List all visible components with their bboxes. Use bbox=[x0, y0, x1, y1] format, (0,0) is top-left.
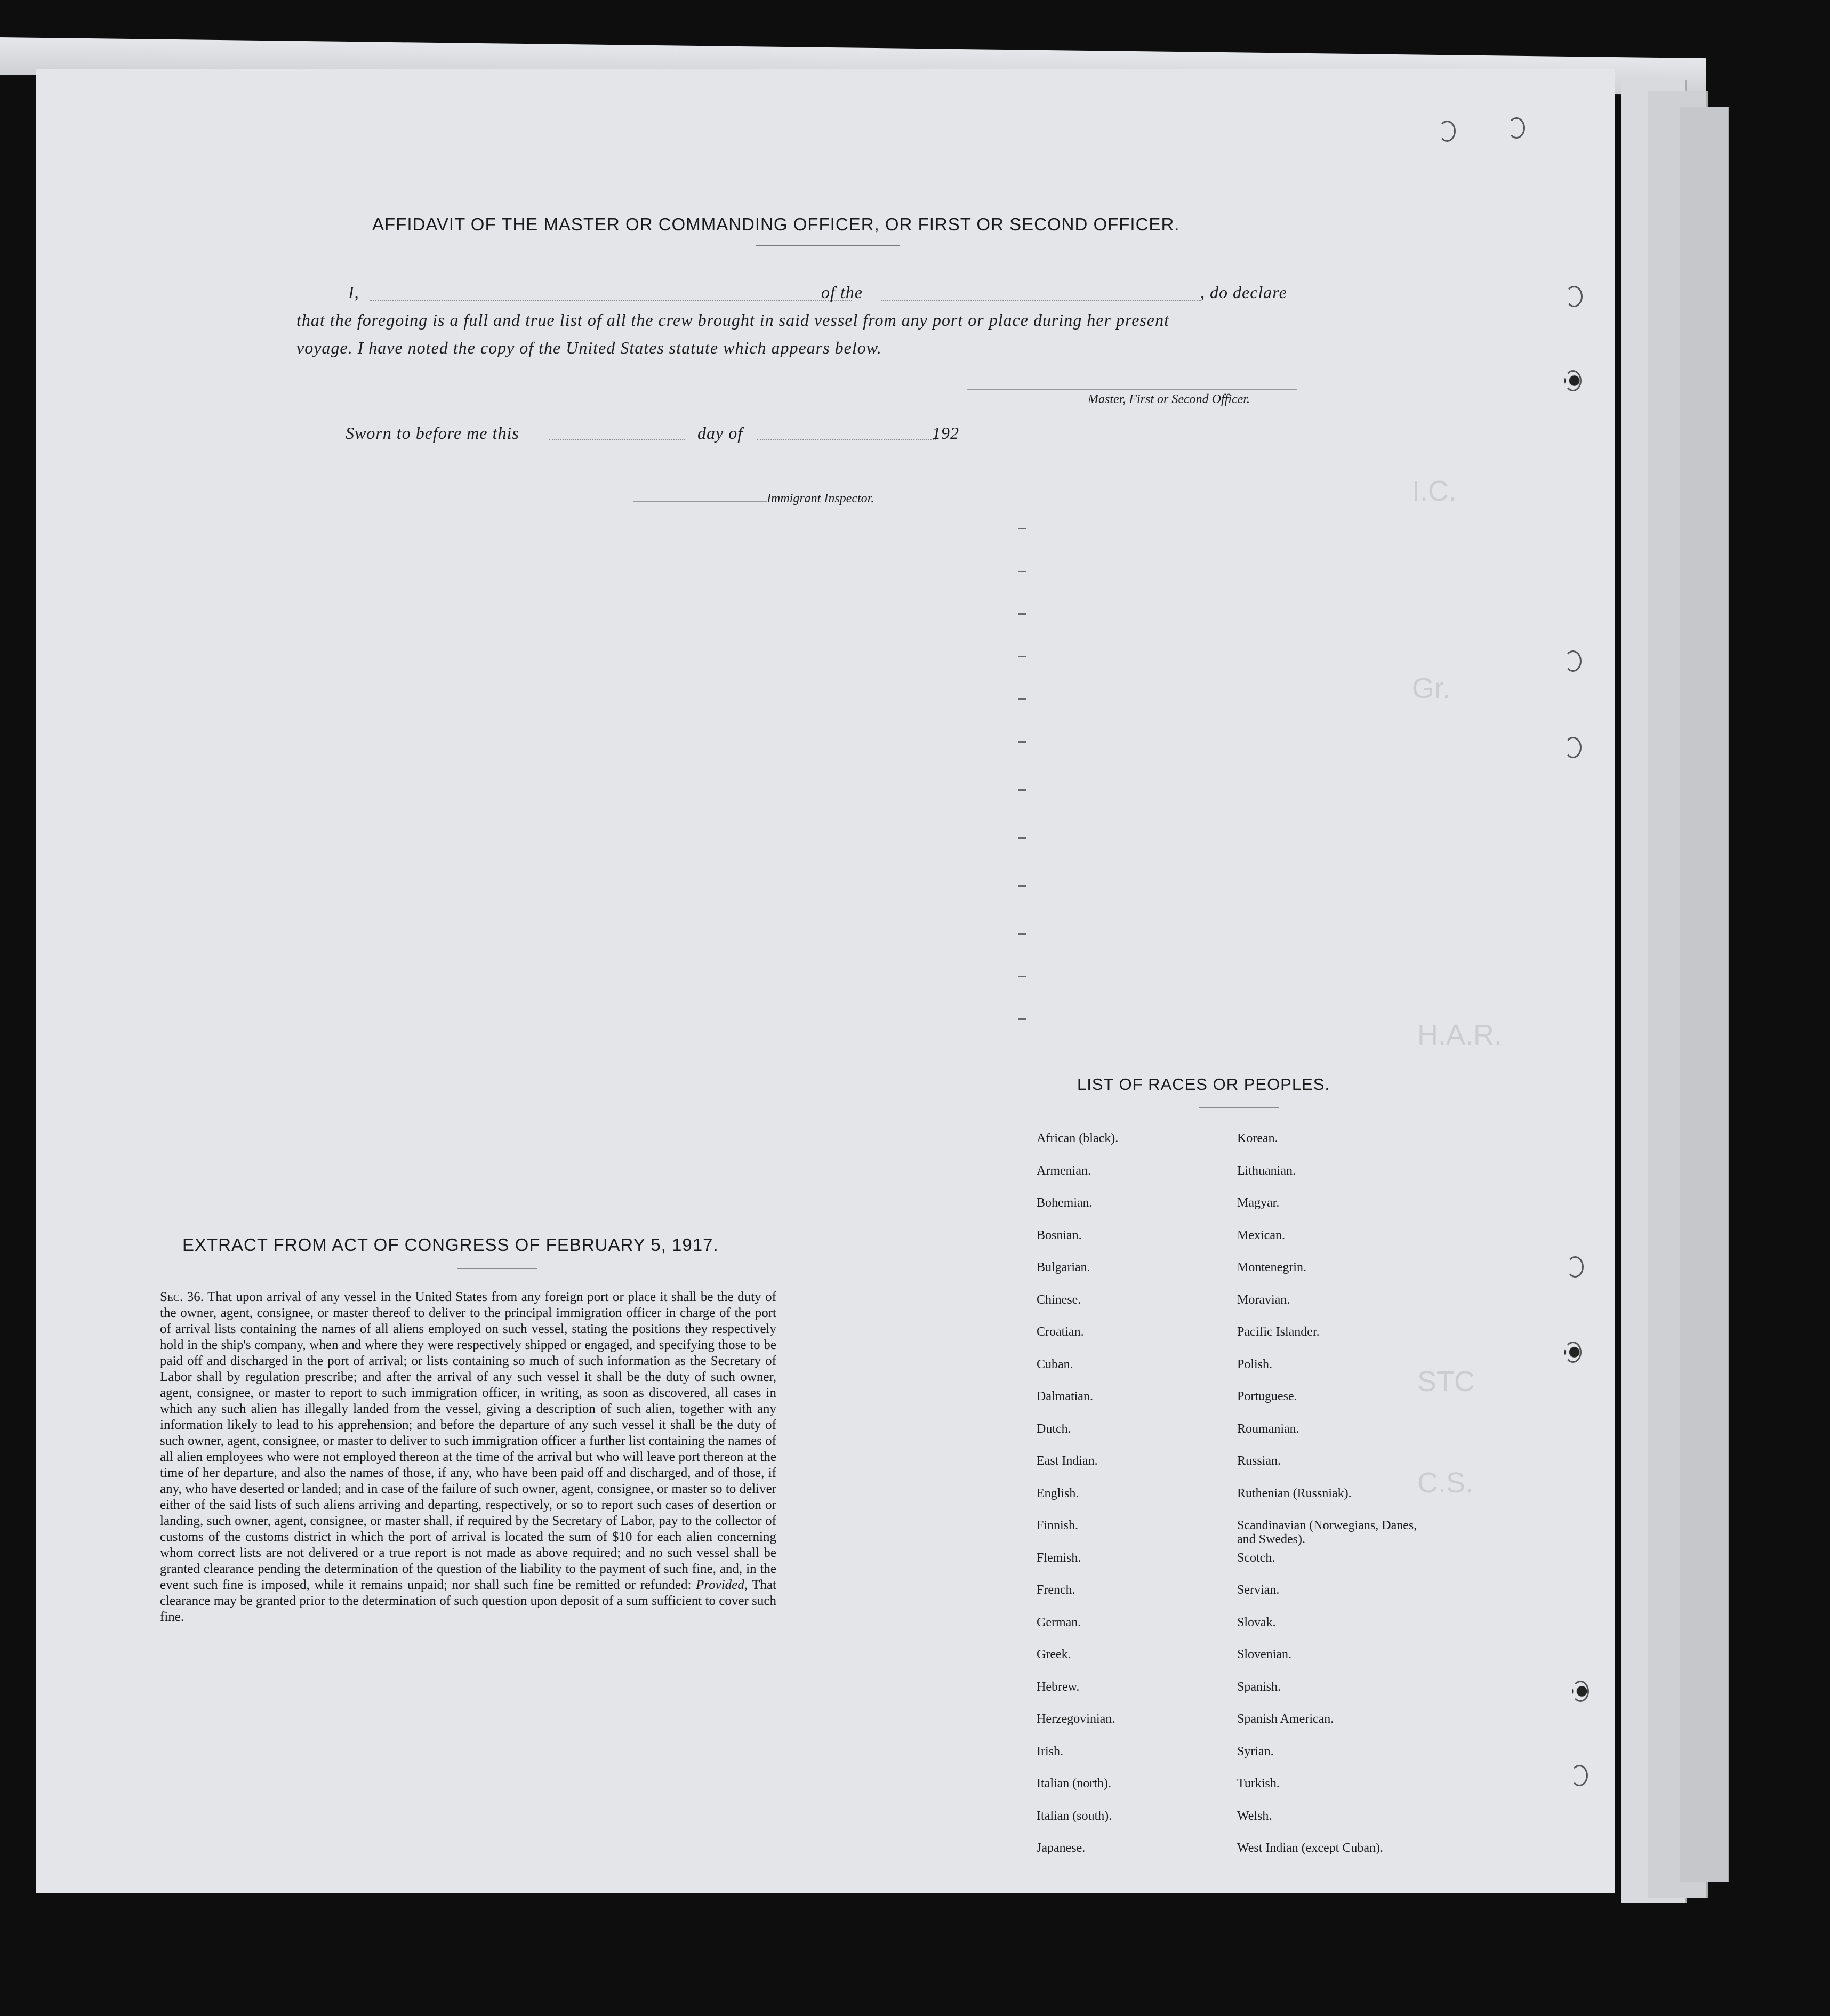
race-item: Montenegrin. bbox=[1237, 1260, 1306, 1274]
bleed-through: I.C. bbox=[1412, 475, 1457, 507]
race-item: Lithuanian. bbox=[1237, 1163, 1296, 1178]
race-item: Dalmatian. bbox=[1037, 1389, 1093, 1403]
affiant-label: I, bbox=[348, 283, 359, 302]
race-item: Dutch. bbox=[1037, 1421, 1071, 1436]
race-item: Slovenian. bbox=[1237, 1648, 1291, 1661]
race-item: Cuban. bbox=[1037, 1357, 1073, 1371]
tick-mark bbox=[1018, 933, 1026, 935]
tick-mark bbox=[1018, 656, 1026, 657]
punch-hole-icon bbox=[1564, 370, 1582, 391]
affidavit-title: AFFIDAVIT OF THE MASTER OR COMMANDING OFFICER, OR FIRST OR SECOND OFFICER. bbox=[372, 214, 1180, 234]
punch-hole-icon bbox=[1564, 737, 1582, 758]
race-item: English. bbox=[1037, 1486, 1079, 1500]
affidavit-line-2: that the foregoing is a full and true list of all the crew brought in said vessel from any port or place during her present bbox=[296, 310, 1169, 330]
tick-mark bbox=[1018, 837, 1026, 839]
punch-hole-icon bbox=[1508, 117, 1525, 139]
race-item: Pacific Islander. bbox=[1237, 1325, 1320, 1339]
tick-mark bbox=[1018, 528, 1026, 529]
tick-mark bbox=[1018, 613, 1026, 615]
title-rule bbox=[756, 245, 900, 246]
punch-hole-icon bbox=[1567, 1256, 1584, 1278]
race-item: Spanish American. bbox=[1237, 1712, 1334, 1726]
inspector-signature-line[interactable] bbox=[633, 501, 767, 502]
affiant-name-field[interactable] bbox=[370, 300, 852, 301]
officer-signature-line[interactable] bbox=[967, 389, 1297, 390]
race-item: Syrian. bbox=[1237, 1744, 1274, 1758]
bleed-through: Gr. bbox=[1412, 672, 1451, 704]
officer-signature-caption: Master, First or Second Officer. bbox=[1088, 392, 1250, 406]
tick-mark bbox=[1018, 976, 1026, 977]
section-36-text bbox=[160, 1289, 776, 1625]
bleed-through: C.S. bbox=[1417, 1467, 1474, 1499]
race-item: Moravian. bbox=[1237, 1292, 1290, 1307]
punch-hole-icon bbox=[1566, 286, 1583, 307]
sworn-label: Sworn to before me this bbox=[346, 423, 519, 443]
form-page bbox=[36, 69, 1615, 1893]
proviso-label: Provided, bbox=[696, 1578, 748, 1592]
race-item: Hebrew. bbox=[1037, 1680, 1080, 1694]
race-item: Slovak. bbox=[1237, 1615, 1276, 1629]
section-label: Sec. 36. bbox=[160, 1290, 204, 1304]
sworn-day-field[interactable] bbox=[549, 439, 685, 440]
race-item: Chinese. bbox=[1037, 1292, 1081, 1307]
race-item: French. bbox=[1037, 1583, 1075, 1597]
race-item: Japanese. bbox=[1037, 1841, 1086, 1855]
punch-hole-icon bbox=[1572, 1681, 1589, 1702]
race-item: Herzegovinian. bbox=[1037, 1712, 1115, 1726]
race-item: Portuguese. bbox=[1237, 1389, 1297, 1403]
of-the-label: of the bbox=[821, 283, 863, 302]
race-item: Magyar. bbox=[1237, 1196, 1280, 1210]
race-item: Spanish. bbox=[1237, 1680, 1281, 1694]
race-item: Ruthenian (Russniak). bbox=[1237, 1486, 1352, 1500]
tick-mark bbox=[1018, 741, 1026, 743]
race-item: Bulgarian. bbox=[1037, 1260, 1090, 1274]
punch-hole-icon bbox=[1564, 1342, 1582, 1363]
race-item: Italian (south). bbox=[1037, 1809, 1112, 1823]
race-item: Greek. bbox=[1037, 1648, 1071, 1661]
punch-hole-icon bbox=[1564, 650, 1582, 672]
race-item: Irish. bbox=[1037, 1744, 1063, 1758]
vessel-name-field[interactable] bbox=[881, 300, 1201, 301]
tick-mark bbox=[1018, 698, 1026, 700]
race-item: Servian. bbox=[1237, 1583, 1280, 1597]
bleed-through: H.A.R. bbox=[1417, 1019, 1503, 1051]
race-item: Mexican. bbox=[1237, 1228, 1285, 1242]
race-item: German. bbox=[1037, 1615, 1081, 1629]
race-item: Flemish. bbox=[1037, 1551, 1081, 1565]
race-item: Welsh. bbox=[1237, 1809, 1272, 1823]
race-item: Russian. bbox=[1237, 1454, 1281, 1468]
tick-mark bbox=[1018, 571, 1026, 572]
race-item: Croatian. bbox=[1037, 1325, 1084, 1339]
race-item: African (black). bbox=[1037, 1131, 1119, 1145]
bleed-through: STC bbox=[1417, 1366, 1475, 1397]
punch-hole-icon bbox=[1571, 1765, 1588, 1786]
day-of-label: day of bbox=[697, 423, 743, 443]
race-item: Bohemian. bbox=[1037, 1196, 1093, 1210]
extract-title: EXTRACT FROM ACT OF CONGRESS OF FEBRUARY 5, 1917. bbox=[182, 1235, 719, 1255]
race-item: Scotch. bbox=[1237, 1551, 1275, 1565]
tick-mark bbox=[1018, 885, 1026, 887]
race-item: Italian (north). bbox=[1037, 1777, 1111, 1790]
race-item: East Indian. bbox=[1037, 1454, 1098, 1468]
races-title-rule bbox=[1199, 1107, 1279, 1108]
do-declare-label: , do declare bbox=[1200, 283, 1287, 302]
tick-mark bbox=[1018, 789, 1026, 791]
race-item: Korean. bbox=[1237, 1131, 1278, 1145]
race-item: Turkish. bbox=[1237, 1777, 1280, 1790]
race-item: Scandinavian (Norwegians, Danes, and Swedes). bbox=[1237, 1519, 1417, 1546]
race-item: Roumanian. bbox=[1237, 1421, 1299, 1436]
affidavit-line-3: voyage. I have noted the copy of the United States statute which appears below. bbox=[296, 338, 882, 357]
extract-title-rule bbox=[458, 1268, 537, 1269]
race-item: Armenian. bbox=[1037, 1163, 1091, 1178]
race-item: Bosnian. bbox=[1037, 1228, 1082, 1242]
races-title: LIST OF RACES OR PEOPLES. bbox=[1077, 1075, 1330, 1094]
race-item: West Indian (except Cuban). bbox=[1237, 1841, 1383, 1855]
punch-hole-icon bbox=[1439, 121, 1456, 142]
tick-mark bbox=[1018, 1018, 1026, 1020]
sworn-month-field[interactable] bbox=[757, 439, 936, 440]
back-sheet bbox=[1680, 107, 1729, 1882]
year-label: 192 bbox=[932, 423, 959, 443]
race-item: Finnish. bbox=[1037, 1519, 1079, 1532]
race-item: Polish. bbox=[1237, 1357, 1273, 1371]
proviso-text: That clearance may be granted prior to the determination of such question upon deposit of a sum sufficient to cover such fine. bbox=[160, 1578, 776, 1624]
inspector-caption: Immigrant Inspector. bbox=[767, 492, 874, 505]
section-body: That upon arrival of any vessel in the United States from any foreign port or place it shall be the duty of the owner, agent, consignee, or master thereof to deliver to the principal immigration officer in charge of the port of arrival lists containing the names of all aliens employed on such vessel, stating the positions they respectively hold in the ship's company, when and where they were respectively shipped or engaged, and specifying those to be paid off and discharged in the port of arrival; or lists containing so much of such information as the Secretary of Labor shall by regulation prescribe; and after the arrival of any such vessel it shall be the duty of such owner, agent, consignee, or master to report to such immigration officer, in writing, as soon as discovered, all cases in which any such alien has illegally landed from the vessel, giving a description of such alien, together with any information likely to lead to his apprehension; and before the departure of any such vessel it shall be the duty of such owner, agent, consignee, or master to deliver to such immigration officer a further list containing the names of all alien employees who were not employed thereon at the time of the arrival but who will leave port thereon at the time of her departure, and also the names of those, if any, who have been paid off and discharged, and of those, if any, who have deserted or landed; and in case of the failure of such owner, agent, consignee, or master so to deliver either of the said lists of such aliens arriving and departing, respectively, or so to report such cases of desertion or landing, such owner, agent, consignee, or master shall, if required by the Secretary of Labor, pay to the collector of customs of the customs district in which the port of arrival is located the sum of $10 for each alien concerning whom correct lists are not delivered or a true report is not made as above required; and no such vessel shall be granted clearance pending the determination of the question of the liability to the payment of such fine, and, in the event such fine is imposed, while it remains unpaid; nor shall such fine be remitted or refunded: bbox=[160, 1290, 777, 1592]
